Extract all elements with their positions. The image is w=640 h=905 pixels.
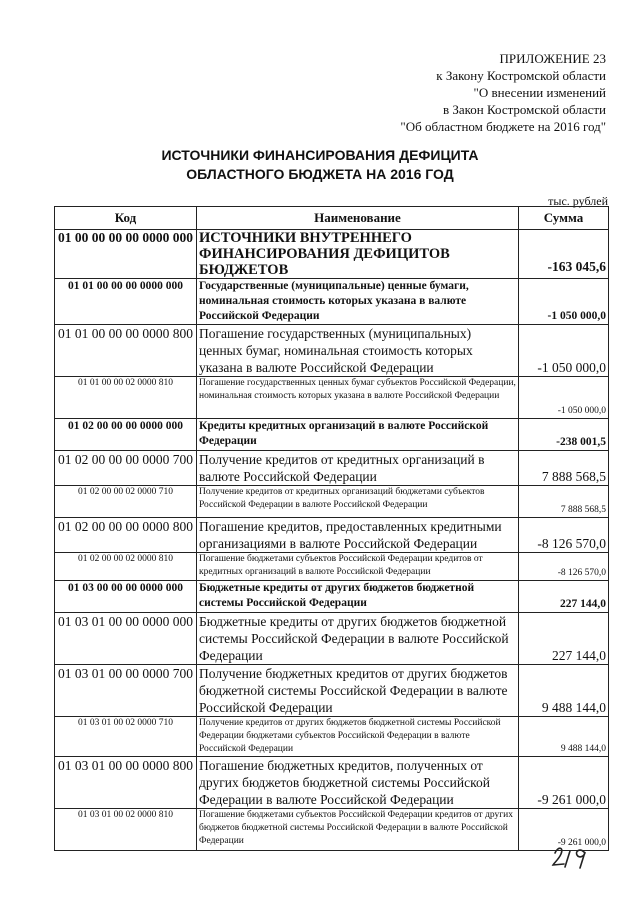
appendix-block xyxy=(400,50,606,135)
row-sum: 9 488 144,0 xyxy=(519,717,609,757)
row-name: ИСТОЧНИКИ ВНУТРЕННЕГО ФИНАНСИРОВАНИЯ ДЕФИЦИТОВ БЮДЖЕТОВ xyxy=(197,230,519,279)
row-name: Государственные (муниципальные) ценные бумаги, номинальная стоимость которых указана в валюте Российской Федерации xyxy=(197,279,519,325)
row-code: 01 03 01 00 00 0000 800 xyxy=(55,757,197,809)
title-line-2: ОБЛАСТНОГО БЮДЖЕТА НА 2016 ГОД xyxy=(186,166,454,182)
appendix-law-title-3: "Об областном бюджете на 2016 год" xyxy=(400,119,606,134)
row-name: Погашение бюджетами субъектов Российской Федерации кредитов от кредитных организаций в валюте Российской Федерации xyxy=(197,553,519,581)
appendix-law-title-2: в Закон Костромской области xyxy=(442,102,606,117)
row-sum: -9 261 000,0 xyxy=(519,757,609,809)
title-line-1: ИСТОЧНИКИ ФИНАНСИРОВАНИЯ ДЕФИЦИТА xyxy=(161,147,479,163)
table-row xyxy=(55,809,609,851)
row-name: Погашение государственных (муниципальных) ценных бумаг, номинальная стоимость которых указана в валюте Российской Федерации xyxy=(197,325,519,377)
row-sum: -1 050 000,0 xyxy=(519,325,609,377)
row-sum: -1 050 000,0 xyxy=(519,279,609,325)
table-row xyxy=(55,230,609,279)
table-row xyxy=(55,419,609,451)
row-code: 01 01 00 00 00 0000 000 xyxy=(55,279,197,325)
table-row xyxy=(55,757,609,809)
row-code: 01 03 01 00 00 0000 000 xyxy=(55,613,197,665)
table-row xyxy=(55,665,609,717)
row-code: 01 03 00 00 00 0000 000 xyxy=(55,581,197,613)
row-name: Кредиты кредитных организаций в валюте Российской Федерации xyxy=(197,419,519,451)
row-name: Погашение бюджетами субъектов Российской Федерации кредитов от других бюджетов бюджетной системы Российской Федерации в валюте Российской Федерации xyxy=(197,809,519,851)
row-name: Погашение бюджетных кредитов, полученных от других бюджетов бюджетной системы Российской Федерации в валюте Российской Федерации xyxy=(197,757,519,809)
row-name: Получение бюджетных кредитов от других бюджетов бюджетной системы Российской Федерации в валюте Российской Федерации xyxy=(197,665,519,717)
table-row xyxy=(55,486,609,518)
appendix-number: ПРИЛОЖЕНИЕ 23 xyxy=(499,51,606,66)
table-row xyxy=(55,717,609,757)
table-row xyxy=(55,581,609,613)
appendix-law-title-1: "О внесении изменений xyxy=(473,85,606,100)
row-name: Получение кредитов от кредитных организаций в валюте Российской Федерации xyxy=(197,451,519,486)
row-code: 01 01 00 00 02 0000 810 xyxy=(55,377,197,419)
row-sum: -8 126 570,0 xyxy=(519,553,609,581)
row-sum: -1 050 000,0 xyxy=(519,377,609,419)
row-sum: -238 001,5 xyxy=(519,419,609,451)
units-label: тыс. рублей xyxy=(548,194,608,208)
row-code: 01 02 00 00 02 0000 710 xyxy=(55,486,197,518)
table-row xyxy=(55,279,609,325)
row-sum: -8 126 570,0 xyxy=(519,518,609,553)
row-code: 01 03 01 00 02 0000 710 xyxy=(55,717,197,757)
table-row xyxy=(55,518,609,553)
table-row xyxy=(55,325,609,377)
column-header-sum: Сумма xyxy=(519,207,609,230)
table-row xyxy=(55,553,609,581)
row-code: 01 01 00 00 00 0000 800 xyxy=(55,325,197,377)
row-code: 01 03 01 00 02 0000 810 xyxy=(55,809,197,851)
table-row xyxy=(55,613,609,665)
row-sum: -9 261 000,0 xyxy=(519,809,609,851)
row-sum: 227 144,0 xyxy=(519,613,609,665)
table-row xyxy=(55,451,609,486)
row-name: Бюджетные кредиты от других бюджетов бюджетной системы Российской Федерации в валюте Российской Федерации xyxy=(197,613,519,665)
row-name: Получение кредитов от других бюджетов бюджетной системы Российской Федерации бюджетами субъектов Российской Федерации в валюте Российской Федерации xyxy=(197,717,519,757)
appendix-law-ref: к Закону Костромской области xyxy=(436,68,606,83)
row-name: Получение кредитов от кредитных организаций бюджетами субъектов Российской Федерации в валюте Российской Федерации xyxy=(197,486,519,518)
table-header-row xyxy=(55,207,609,230)
table-row xyxy=(55,377,609,419)
row-sum: 9 488 144,0 xyxy=(519,665,609,717)
column-header-name: Наименование xyxy=(197,207,519,230)
row-code: 01 02 00 00 02 0000 810 xyxy=(55,553,197,581)
row-name: Погашение государственных ценных бумаг субъектов Российской Федерации, номинальная стоимость которых указана в валюте Российской Федерации xyxy=(197,377,519,419)
row-code: 01 02 00 00 00 0000 000 xyxy=(55,419,197,451)
row-code: 01 00 00 00 00 0000 000 xyxy=(55,230,197,279)
handwritten-page-number xyxy=(550,843,600,869)
row-sum: 7 888 568,5 xyxy=(519,451,609,486)
row-code: 01 03 01 00 00 0000 700 xyxy=(55,665,197,717)
row-sum: 227 144,0 xyxy=(519,581,609,613)
column-header-code: Код xyxy=(55,207,197,230)
row-code: 01 02 00 00 00 0000 800 xyxy=(55,518,197,553)
financing-sources-table xyxy=(54,206,609,851)
row-sum: -163 045,6 xyxy=(519,230,609,279)
row-name: Погашение кредитов, предоставленных кредитными организациями в валюте Российской Федерации xyxy=(197,518,519,553)
document-title xyxy=(0,146,640,184)
row-code: 01 02 00 00 00 0000 700 xyxy=(55,451,197,486)
row-sum: 7 888 568,5 xyxy=(519,486,609,518)
row-name: Бюджетные кредиты от других бюджетов бюджетной системы Российской Федерации xyxy=(197,581,519,613)
